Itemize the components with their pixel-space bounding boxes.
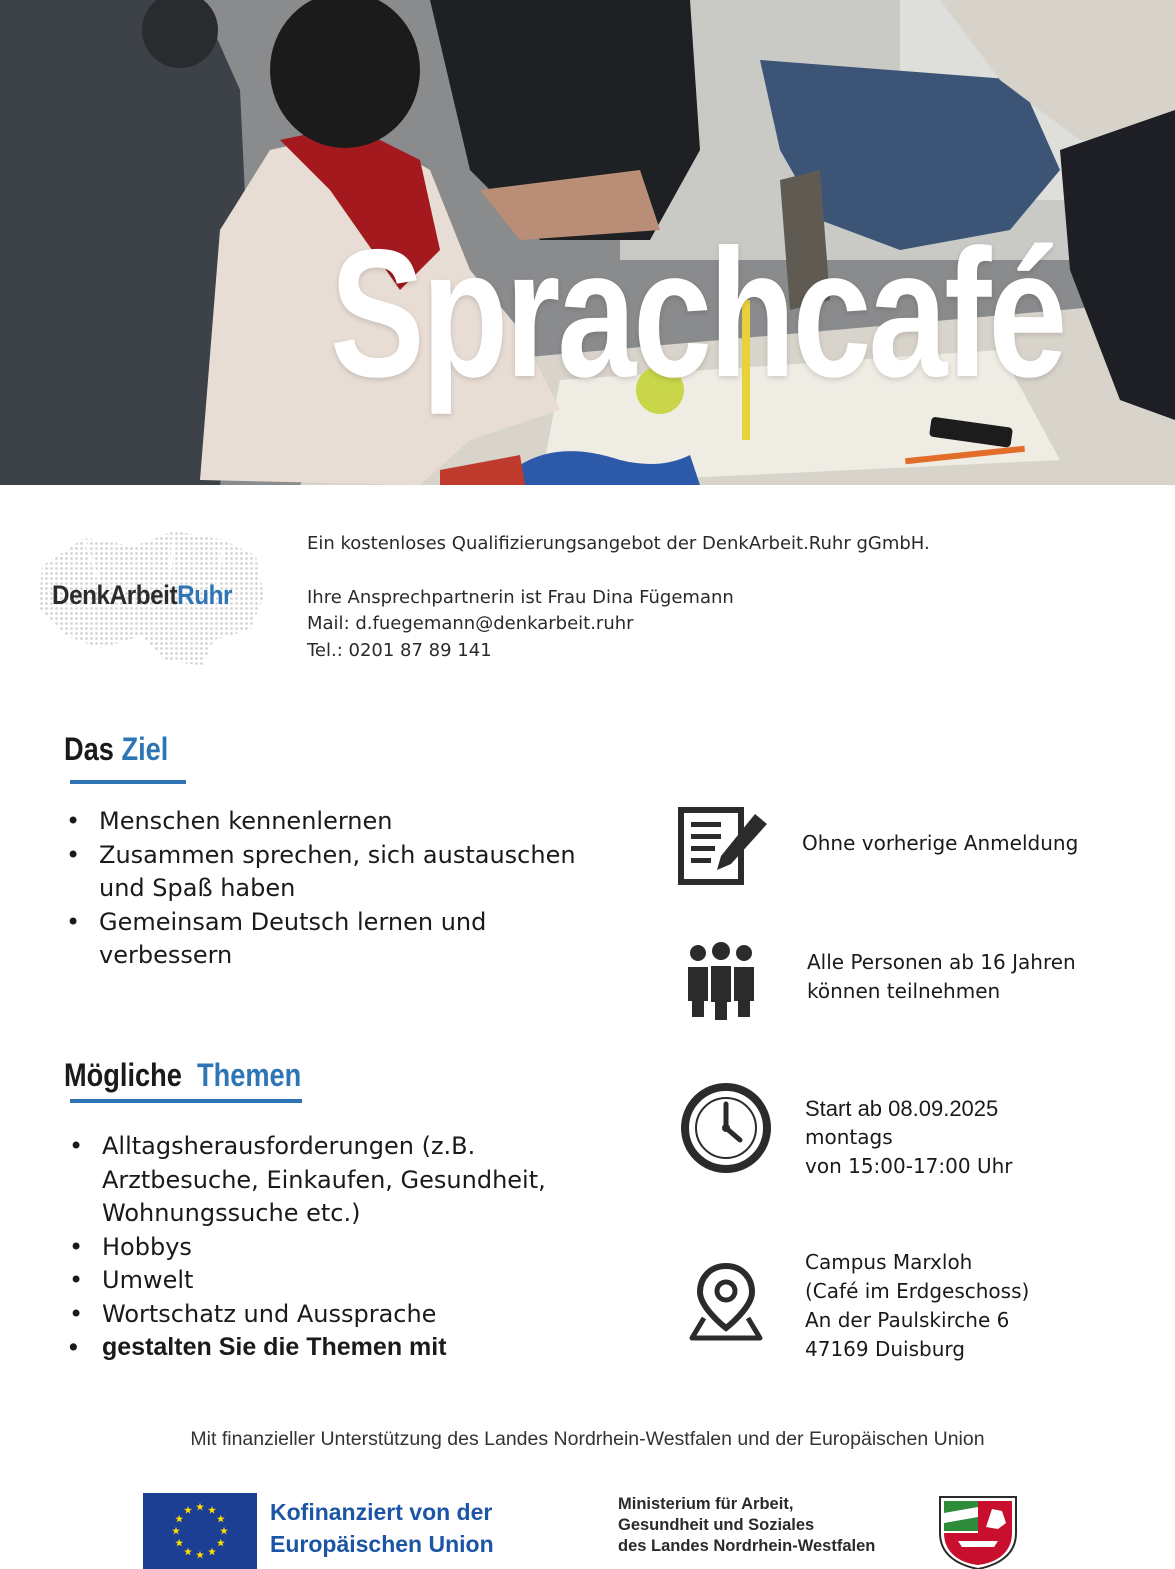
eu-flag-icon <box>143 1493 257 1569</box>
ministry-line2: Gesundheit und Soziales <box>618 1516 815 1534</box>
participants-line1: Alle Personen ab 16 Jahren <box>807 950 1076 974</box>
map-pin-icon <box>688 1262 764 1342</box>
topics-list <box>67 1130 587 1365</box>
list-item: • Umwelt <box>67 1264 587 1298</box>
hero-banner <box>0 0 1175 485</box>
logo-name-part2: Ruhr <box>177 580 233 610</box>
goal-heading-accent: Ziel <box>121 731 169 767</box>
participants-line2: können teilnehmen <box>807 979 1001 1003</box>
list-item: • Wortschatz und Aussprache <box>67 1298 587 1332</box>
location-info <box>805 1248 1029 1364</box>
goal-heading-plain: Das <box>64 731 114 767</box>
logo-name-part1: DenkArbeit <box>52 580 178 610</box>
list-item: • Gemeinsam Deutsch lernen und verbessern <box>64 906 604 973</box>
form-edit-icon <box>677 806 769 886</box>
participants-info <box>807 948 1076 1006</box>
location-line3: An der Paulskirche 6 <box>805 1308 1010 1332</box>
goal-heading-underline <box>70 780 186 784</box>
goal-list <box>64 805 604 973</box>
list-item: • Hobbys <box>67 1231 587 1265</box>
topics-heading-underline <box>70 1099 302 1103</box>
funding-notice: Mit finanzieller Unterstützung des Landes Nordrhein-Westfalen und der Europäischen Union <box>190 1428 985 1450</box>
ministry-line3: des Landes Nordrhein-Westfalen <box>618 1537 876 1555</box>
offer-text: Ein kostenloses Qualifizierungsangebot der DenkArbeit.Ruhr gGmbH. <box>307 533 930 554</box>
topics-heading-plain: Mögliche <box>64 1057 182 1093</box>
goal-heading <box>64 731 168 768</box>
eu-line2: Europäischen Union <box>270 1531 494 1557</box>
eu-line1: Kofinanziert von der <box>270 1499 493 1525</box>
ministry-label <box>618 1494 875 1557</box>
schedule-time: von 15:00-17:00 Uhr <box>805 1154 1013 1178</box>
location-line1: Campus Marxloh <box>805 1250 973 1274</box>
contact-phone: Tel.: 0201 87 89 141 <box>307 639 492 661</box>
topics-heading-accent: Themen <box>196 1057 302 1093</box>
location-line4: 47169 Duisburg <box>805 1337 965 1361</box>
nrw-crest-icon <box>936 1493 1020 1569</box>
schedule-day: montags <box>805 1125 893 1149</box>
contact-person: Ihre Ansprechpartnerin ist Frau Dina Fügemann <box>307 586 734 608</box>
group-icon <box>686 941 756 1023</box>
organization-info <box>307 531 930 664</box>
logo-wordmark <box>52 580 232 611</box>
list-item: • Alltagsherausforderungen (z.B. Arztbesuche, Einkaufen, Gesundheit, Wohnungssuche etc.) <box>67 1130 587 1231</box>
list-item: • Menschen kennenlernen <box>64 805 604 839</box>
contact-mail: Mail: d.fuegemann@denkarbeit.ruhr <box>307 613 634 634</box>
page-title: Sprachcafé <box>330 211 1065 415</box>
location-line2: (Café im Erdgeschoss) <box>805 1279 1030 1303</box>
eu-cofunding-label <box>270 1496 494 1560</box>
topics-heading <box>64 1057 301 1094</box>
clock-icon <box>680 1082 772 1174</box>
registration-info: Ohne vorherige Anmeldung <box>802 831 1079 855</box>
list-item: • gestalten Sie die Themen mit <box>67 1331 587 1365</box>
schedule-start: Start ab 08.09.2025 <box>805 1096 999 1121</box>
schedule-info <box>805 1094 1013 1181</box>
ministry-line1: Ministerium für Arbeit, <box>618 1495 794 1513</box>
list-item: • Zusammen sprechen, sich austauschen und Spaß haben <box>64 839 604 906</box>
